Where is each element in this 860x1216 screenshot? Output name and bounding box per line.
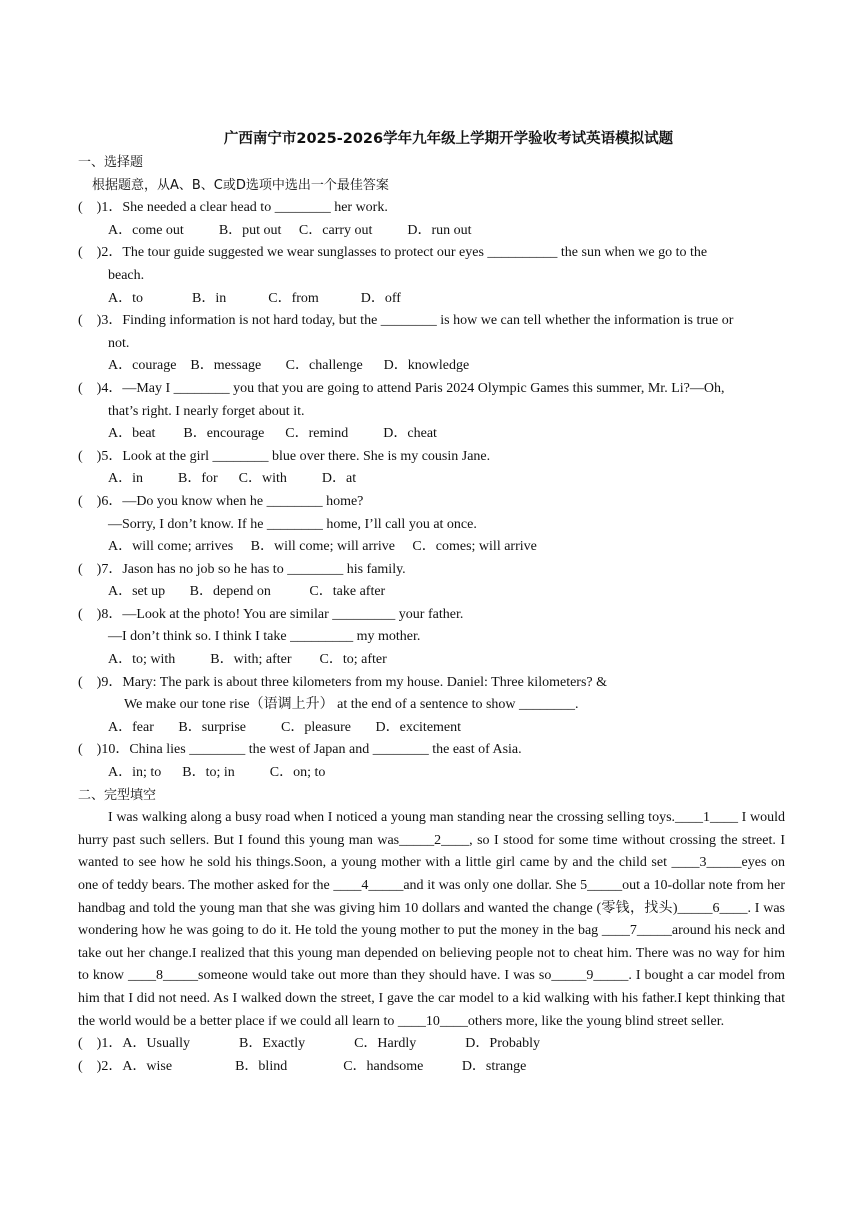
question-6 (78, 491, 785, 559)
question-continuation: —I don’t think so. I think I take _________ my mother. (108, 629, 421, 645)
question-continuation: not. (108, 335, 130, 351)
question-stem: ( )7．Jason has no job so he has to ________ his family. (78, 561, 406, 577)
question-4 (78, 378, 785, 446)
question-options: A．to B．in C．from D．off (108, 290, 401, 306)
question-1 (78, 197, 785, 242)
exam-title: 广西南宁市2025-2026学年九年级上学期开学验收考试英语模拟试题 (223, 131, 674, 147)
question-stem: ( )1．She needed a clear head to ________ her work. (78, 200, 388, 216)
section1-instruction: 根据题意，从A、B、C或D选项中选出一个最佳答案 (92, 177, 389, 193)
question-options: A．courage B．message C．challenge D．knowledge (108, 358, 470, 374)
question-continuation: that’s right. I nearly forget about it. (108, 403, 305, 419)
question-9 (78, 672, 785, 740)
question-stem: ( )6．—Do you know when he ________ home? (78, 493, 364, 509)
question-10 (78, 739, 785, 784)
question-continuation: beach. (108, 267, 145, 283)
cloze-question-1: ( )1．A．Usually B．Exactly C．Hardly D．Probably (78, 1036, 540, 1052)
question-8 (78, 604, 785, 672)
question-2 (78, 242, 785, 310)
question-options: A．in; to B．to; in C．on; to (108, 765, 326, 781)
section2-heading: 二、完型填空 (78, 787, 157, 803)
question-stem: ( )10．China lies ________ the west of Japan and ________ the east of Asia. (78, 742, 522, 758)
question-stem: ( )8．—Look at the photo! You are similar _________ your father. (78, 606, 464, 622)
question-options: A．will come; arrives B．will come; will arrive C．comes; will arrive (108, 539, 537, 555)
question-options: A．set up B．depend on C．take after (108, 584, 386, 600)
question-continuation: We make our tone rise（语调上升） at the end of a sentence to show ________. (124, 697, 579, 713)
question-stem: ( )5．Look at the girl ________ blue over there. She is my cousin Jane. (78, 448, 491, 464)
question-stem: ( )2．The tour guide suggested we wear sunglasses to protect our eyes __________ the sun when we go to the (78, 245, 708, 261)
question-3 (78, 310, 785, 378)
question-options: A．come out B．put out C．carry out D．run out (108, 222, 472, 238)
question-continuation: —Sorry, I don’t know. If he ________ home, I’ll call you at once. (108, 516, 477, 532)
question-options: A．fear B．surprise C．pleasure D．excitement (108, 719, 462, 735)
question-options: A．to; with B．with; after C．to; after (108, 652, 387, 668)
section1-heading: 一、选择题 (78, 155, 144, 170)
exam-page (78, 126, 785, 1078)
question-7 (78, 559, 785, 604)
question-options: A．beat B．encourage C．remind D．cheat (108, 426, 437, 442)
question-stem: ( )3．Finding information is not hard today, but the ________ is how we can tell whether the information is true or (78, 313, 734, 329)
question-stem: ( )4．—May I ________ you that you are going to attend Paris 2024 Olympic Games this summer, Mr. Li?—Oh, (78, 380, 725, 396)
question-5 (78, 446, 785, 491)
cloze-question-2: ( )2．A．wise B．blind C．handsome D．strange (78, 1058, 527, 1074)
question-options: A．in B．for C．with D．at (108, 471, 357, 487)
question-stem: ( )9．Mary: The park is about three kilometers from my house. Daniel: Three kilometers? & (78, 674, 608, 690)
cloze-passage: I was walking along a busy road when I noticed a young man standing near the crossing selling toys.____1____ I would hurry past such sellers. But I found this young man was_____2____, so I stood for some time without crossing the street. I wanted to see how he sold his things.Soon, a young mother with a little girl came by and the child set ____3_____eyes on one of teddy bears. The mother asked for the ____4_____and it was only one dollar. She 5_____out a 10-dollar note from her handbag and told the young man that she was giving him 10 dollars and wanted the change (零钱，找头)_____6____. I was wondering how he was going to do it. He told the young mother to put the money in the bag ____7_____around his neck and take out her change.I realized that this young man depended on believing people not to cheat him. There was no way for him to know ____8_____someone would take out more than they should have. I was so_____9_____. I bought a car model from him that I did not need. As I walked down the street, I gave the car model to a kid walking with his father.I kept thinking that the world would be a better place if we could all learn to ____10____others more, like the young blind street seller. (78, 810, 785, 1029)
